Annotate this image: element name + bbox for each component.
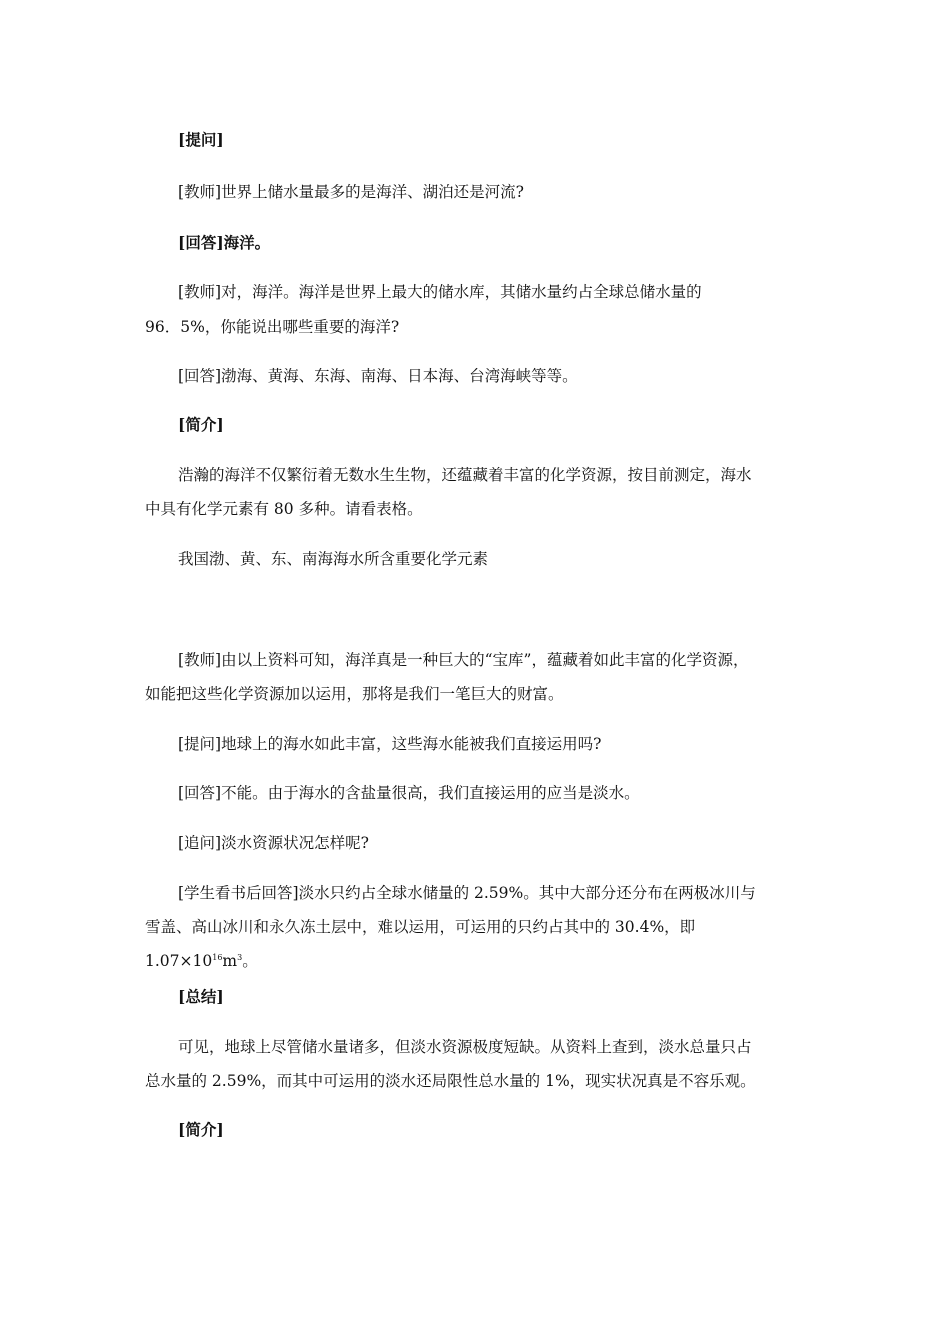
intro-paragraph-line-2: 中具有化学元素有 80 多种。请看表格。: [145, 500, 423, 518]
summary-paragraph-line-2: 总水量的 2.59%，而其中可运用的淡水还局限性总水量的 1%，现实状况真是不容乐观。: [145, 1072, 756, 1090]
volume-unit: m: [222, 952, 238, 970]
intro-paragraph-line-1: 浩瀚的海洋不仅繁衍着无数水生生物，还蕴藏着丰富的化学资源，按目前测定，海水: [178, 466, 752, 484]
teacher-paragraph-1: [教师]世界上储水量最多的是海洋、湖泊还是河流?: [178, 183, 524, 201]
student-answer-line-1: [学生看书后回答]淡水只约占全球水储量的 2.59%。其中大部分还分布在两极冰川与: [178, 884, 756, 902]
teacher-paragraph-3-line-1: [教师]由以上资料可知，海洋真是一种巨大的“宝库”，蕴藏着如此丰富的化学资源，: [178, 651, 749, 669]
volume-unit-exponent: 3: [237, 953, 243, 962]
answer-paragraph-1: [回答]海洋。: [178, 233, 271, 252]
summary-paragraph-line-1: 可见，地球上尽管储水量诸多，但淡水资源极度短缺。从资料上查到，淡水总量只占: [178, 1038, 752, 1056]
heading-summary: [总结]: [178, 987, 224, 1006]
teacher-paragraph-3-line-2: 如能把这些化学资源加以运用，那将是我们一笔巨大的财富。: [145, 685, 564, 703]
heading-intro-1: [简介]: [178, 415, 224, 434]
student-answer-line-3: [145, 952, 815, 970]
teacher-paragraph-2-line-1: [教师]对，海洋。海洋是世界上最大的储水库，其储水量约占全球总储水量的: [178, 283, 702, 301]
volume-base: 1.07×10: [145, 952, 213, 970]
teacher-paragraph-2-line-2: 96．5%，你能说出哪些重要的海洋?: [145, 318, 400, 336]
heading-question: [提问]: [178, 130, 224, 149]
volume-exponent: 16: [212, 953, 223, 962]
table-caption: 我国渤、黄、东、南海海水所含重要化学元素: [178, 550, 489, 568]
follow-up-question: [追问]淡水资源状况怎样呢?: [178, 834, 369, 852]
answer-paragraph-2: [回答]渤海、黄海、东海、南海、日本海、台湾海峡等等。: [178, 367, 578, 385]
question-paragraph: [提问]地球上的海水如此丰富，这些海水能被我们直接运用吗?: [178, 735, 602, 753]
heading-intro-2: [简介]: [178, 1120, 224, 1139]
answer-paragraph-3: [回答]不能。由于海水的含盐量很高，我们直接运用的应当是淡水。: [178, 784, 640, 802]
student-answer-line-2: 雪盖、高山冰川和永久冻土层中，难以运用，可运用的只约占其中的 30.4%，即: [145, 918, 696, 936]
volume-end: 。: [242, 952, 258, 970]
